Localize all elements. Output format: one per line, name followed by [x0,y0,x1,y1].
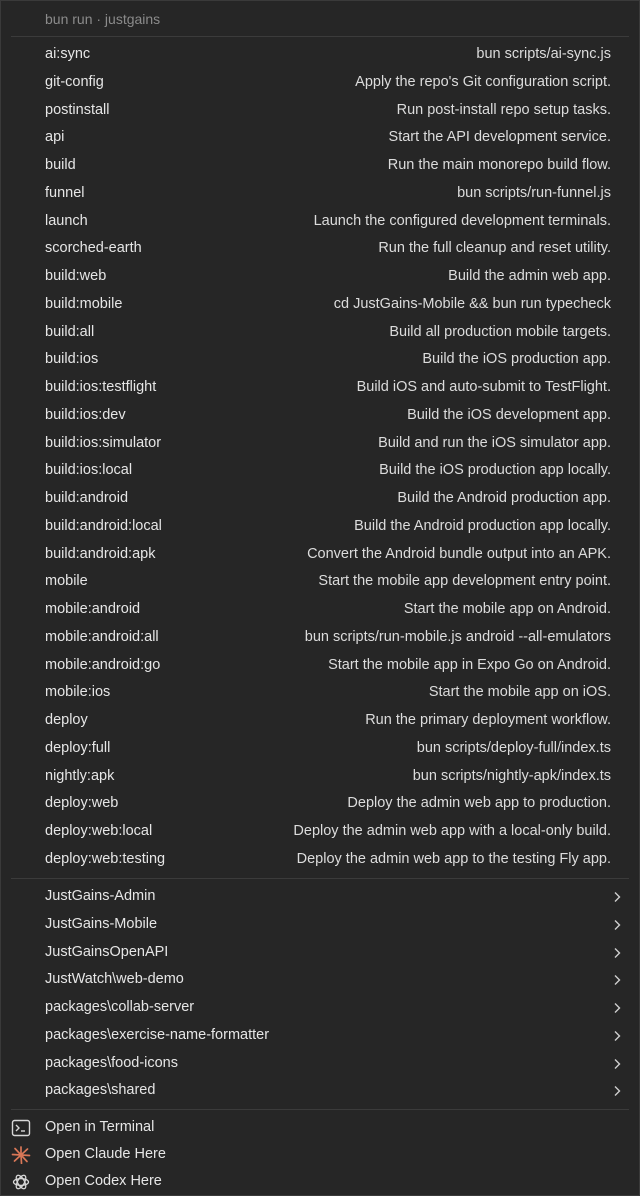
script-name: scorched-earth [45,240,142,257]
script-item[interactable] [1,596,639,624]
folder-item[interactable] [1,1050,639,1078]
script-item[interactable] [1,346,639,374]
script-description: Build the iOS production app. [422,351,611,368]
script-item[interactable] [1,402,639,430]
script-name: build:android [45,490,129,506]
script-description: Run the main monorepo build flow. [387,157,611,173]
script-item[interactable] [1,790,639,818]
divider [11,878,629,879]
action-item[interactable] [1,1141,639,1168]
script-item[interactable] [1,652,639,680]
folder-name: JustGains-Admin [45,888,156,904]
folder-name: packages\collab-server [45,999,195,1015]
script-description: Build and run the iOS simulator app. [378,434,611,451]
script-name: postinstall [45,101,110,118]
script-name: deploy:web:testing [45,850,166,867]
claude-icon [11,1146,31,1164]
folder-name: JustGains-Mobile [45,915,158,932]
script-item[interactable] [1,180,639,208]
script-item[interactable] [1,624,639,652]
script-item[interactable] [1,97,639,125]
script-item[interactable] [1,568,639,596]
script-description: Run the full cleanup and reset utility. [378,240,611,257]
script-name: deploy:full [45,739,111,756]
script-item[interactable] [1,374,639,402]
chevron-right-icon [613,1077,623,1105]
script-description: Build all production mobile targets. [389,323,611,340]
script-description: Build the Android production app locally. [354,517,611,534]
script-description: Build iOS and auto-submit to TestFlight. [356,379,611,395]
script-description: Deploy the admin web app to production. [347,795,611,812]
script-name: mobile:android:go [45,656,161,673]
folder-name: packages\shared [45,1082,156,1099]
script-item[interactable] [1,707,639,735]
chevron-right-icon [613,994,623,1022]
action-label: Open Codex Here [45,1173,162,1189]
folder-item[interactable] [1,939,639,967]
script-name: build:web [45,268,107,284]
script-item[interactable] [1,763,639,791]
script-name: mobile:ios [45,684,111,701]
folder-name: JustGainsOpenAPI [45,943,169,960]
script-item[interactable] [1,679,639,707]
script-item[interactable] [1,846,639,874]
palette-title: bun run · justgains [45,11,161,27]
folder-name: packages\exercise-name-formatter [45,1026,270,1043]
openai-icon [11,1173,31,1191]
script-description: Start the mobile app on iOS. [428,684,611,701]
action-label: Open in Terminal [45,1119,155,1135]
script-item[interactable] [1,430,639,458]
script-description: bun scripts/nightly-apk/index.ts [412,767,611,784]
script-description: Build the admin web app. [448,268,611,284]
script-name: build:ios:local [45,462,133,479]
chevron-right-icon [613,911,623,939]
divider [11,36,629,37]
script-description: Build the Android production app. [397,490,611,506]
folder-item[interactable] [1,1077,639,1105]
script-item[interactable] [1,485,639,513]
script-item[interactable] [1,208,639,236]
script-description: bun scripts/deploy-full/index.ts [416,739,611,756]
folder-item[interactable] [1,1022,639,1050]
script-description: cd JustGains-Mobile && bun run typecheck [333,295,611,312]
folder-name: JustWatch\web-demo [45,971,184,988]
action-item[interactable] [1,1168,639,1195]
script-item[interactable] [1,457,639,485]
script-name: launch [45,212,88,229]
script-item[interactable] [1,41,639,69]
script-name: mobile [45,573,88,590]
script-description: Start the API development service. [388,129,611,146]
script-item[interactable] [1,541,639,569]
script-name: build:android:local [45,517,162,534]
action-item[interactable] [1,1114,639,1141]
script-name: build [45,157,76,173]
script-item[interactable] [1,513,639,541]
divider [11,1109,629,1110]
chevron-right-icon [613,1022,623,1050]
folder-item[interactable] [1,883,639,911]
script-description: Apply the repo's Git configuration script. [355,73,611,90]
script-item[interactable] [1,235,639,263]
script-description: Run the primary deployment workflow. [365,712,611,728]
script-name: build:ios [45,351,99,368]
script-description: Deploy the admin web app with a local-only build. [293,823,611,839]
script-name: build:mobile [45,295,123,312]
script-name: nightly:apk [45,767,115,784]
script-name: build:android:apk [45,545,156,562]
chevron-right-icon [613,966,623,994]
script-description: bun scripts/ai-sync.js [476,46,611,62]
script-name: ai:sync [45,46,91,62]
script-name: git-config [45,73,104,90]
action-label: Open Claude Here [45,1146,166,1162]
script-description: Run post-install repo setup tasks. [396,101,611,118]
script-name: deploy:web [45,795,119,812]
script-description: Convert the Android bundle output into an APK. [307,545,611,562]
script-description: Launch the configured development terminals. [313,212,611,229]
script-name: deploy [45,712,88,728]
folder-item[interactable] [1,994,639,1022]
script-name: build:all [45,323,95,340]
script-name: mobile:android:all [45,628,159,645]
chevron-right-icon [613,883,623,911]
folder-item[interactable] [1,966,639,994]
script-name: build:ios:dev [45,406,126,423]
terminal-icon [11,1119,31,1137]
script-item[interactable] [1,124,639,152]
script-name: deploy:web:local [45,823,153,839]
script-item[interactable] [1,818,639,846]
script-description: bun scripts/run-mobile.js android --all-emulators [304,628,611,645]
script-description: Build the iOS production app locally. [379,462,611,479]
script-description: Build the iOS development app. [407,406,611,423]
script-item[interactable] [1,319,639,347]
script-description: Start the mobile app development entry point. [318,573,611,590]
chevron-right-icon [613,1050,623,1078]
folder-item[interactable] [1,911,639,939]
script-name: build:ios:simulator [45,434,162,451]
script-item[interactable] [1,263,639,291]
script-description: bun scripts/run-funnel.js [457,184,611,201]
script-item[interactable] [1,735,639,763]
script-item[interactable] [1,152,639,180]
script-name: funnel [45,184,85,201]
chevron-right-icon [613,939,623,967]
script-description: Start the mobile app in Expo Go on Android. [328,656,611,673]
script-description: Deploy the admin web app to the testing Fly app. [296,850,611,867]
script-name: build:ios:testflight [45,379,157,395]
script-item[interactable] [1,291,639,319]
script-name: api [45,129,65,146]
folder-name: packages\food-icons [45,1054,178,1071]
script-item[interactable] [1,69,639,97]
script-name: mobile:android [45,601,141,617]
script-description: Start the mobile app on Android. [403,601,611,617]
